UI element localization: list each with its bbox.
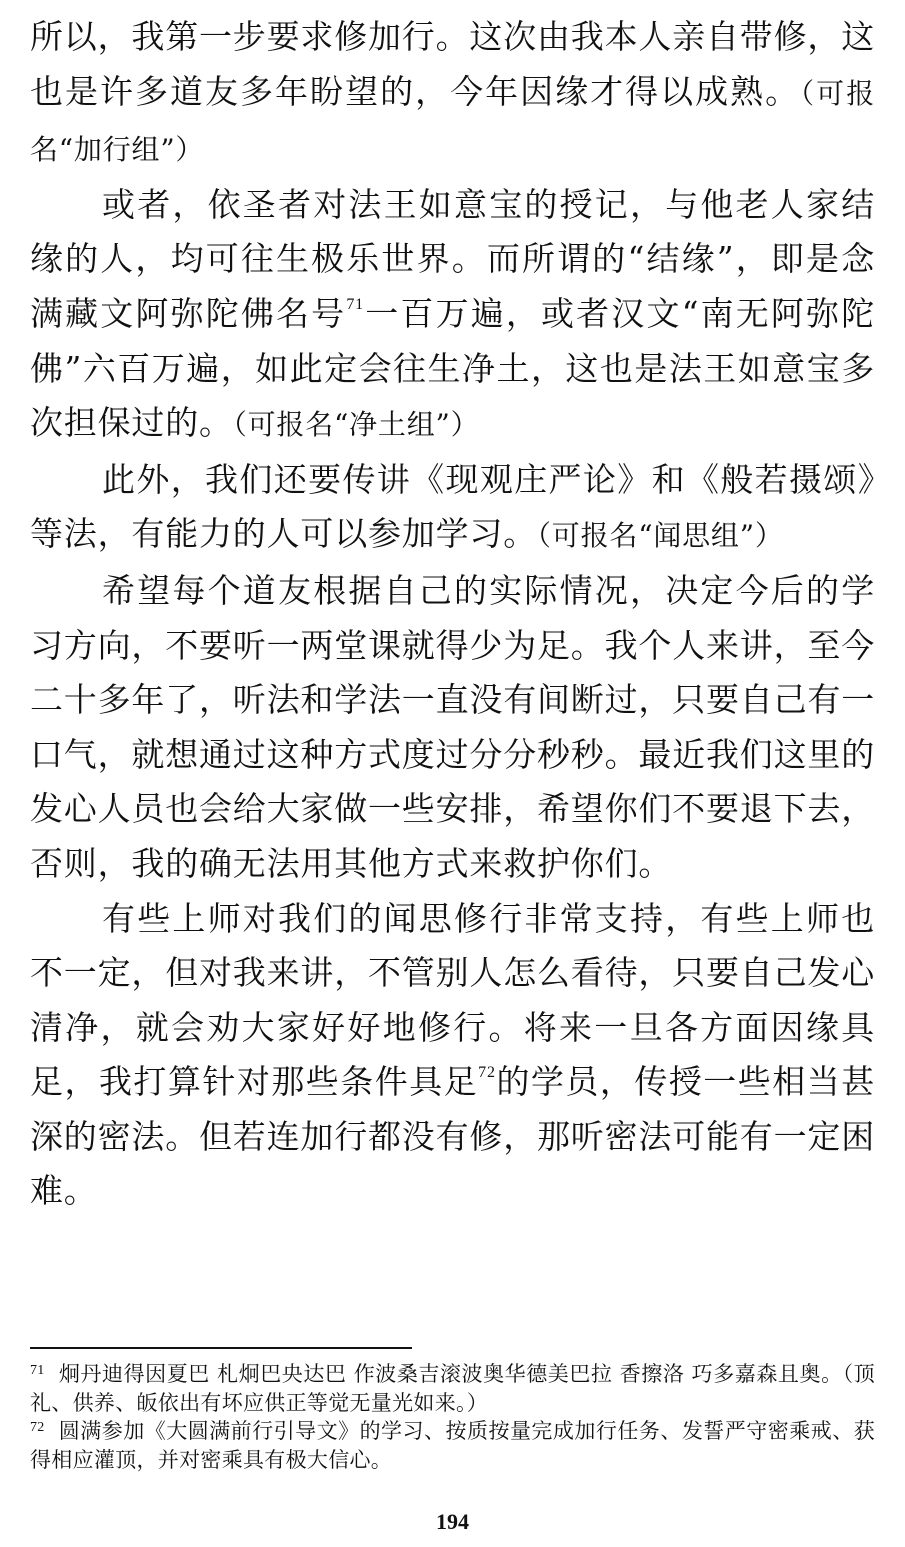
- paragraph-1: [30, 10, 875, 178]
- paragraph-3-note: （可报名“闻思组”）: [537, 519, 784, 553]
- page-number: 194: [436, 1509, 469, 1534]
- paragraph-4: [30, 564, 875, 892]
- footnotes: [30, 1360, 875, 1474]
- paragraph-1-note: （可报名“加行组”）: [30, 76, 875, 167]
- paragraph-4-text: 希望每个道友根据自己的实际情况，决定今后的学习方向，不要听一两堂课就得少为足。我个人来讲，至今二十多年了，听法和学法一直没有间断过，只要自己有一口气，就想通过这种方式度过分分秒秒。最近我们这里的发心人员也会给大家做一些安排，希望你们不要退下去，否则，我的确无法用其他方式来救护你们。: [30, 570, 875, 883]
- paragraph-2-text-a: 或者，依圣者对法王如意宝的授记，与他老人家结缘的人，均可往生极乐世界。而所谓的“结缘”，即是念满藏文阿弥陀佛名号: [30, 184, 875, 333]
- footnote-ref-72[interactable]: 72: [478, 1064, 496, 1082]
- paragraph-2: [30, 178, 875, 453]
- paragraph-1-text: 所以，我第一步要求修加行。这次由我本人亲自带修，这也是许多道友多年盼望的，今年因缘才得以成熟。: [30, 17, 875, 111]
- paragraph-2-text-b: 一百万遍，或者汉文“南无阿弥陀佛”六百万遍，如此定会往生净土，这也是法王如意宝多次担保过的。: [30, 293, 876, 443]
- footnote-71: [30, 1360, 875, 1417]
- paragraph-5: [30, 892, 875, 1220]
- main-text: [30, 10, 875, 1219]
- paragraph-2-note: （可报名“净土组”）: [232, 408, 480, 442]
- footnote-number: 71: [30, 1363, 45, 1378]
- paragraph-5-text-a: 有些上师对我们的闻思修行非常支持，有些上师也不一定，但对我来讲，不管别人怎么看待，只要自己发心清净，就会劝大家好好地修行。将来一旦各方面因缘具足，我打算针对那些条件具足: [30, 898, 875, 1102]
- footnote-divider: [30, 1347, 412, 1349]
- footnote-text: 圆满参加《大圆满前行引导文》的学习、按质按量完成加行任务、发誓严守密乘戒、获得相应灌顶，并对密乘具有极大信心。: [30, 1419, 875, 1472]
- paragraph-5-text-b: 的学员，传授一些相当甚深的密法。但若连加行都没有修，那听密法可能有一定困难。: [30, 1062, 875, 1211]
- paragraph-3-text: 此外，我们还要传讲《现观庄严论》和《般若摄颂》等法，有能力的人可以参加学习。: [30, 459, 875, 554]
- footnote-text: 炯丹迪得因夏巴 札炯巴央达巴 作波桑吉滚波奥华德美巴拉 香擦洛 巧多嘉森且奥。（顶礼、供养、皈依出有坏应供正等觉无量光如来。）: [30, 1362, 875, 1415]
- footnote-number: 72: [30, 1420, 45, 1435]
- footnote-ref-71[interactable]: 71: [346, 295, 364, 313]
- footnote-72: [30, 1417, 875, 1474]
- paragraph-3: [30, 453, 875, 564]
